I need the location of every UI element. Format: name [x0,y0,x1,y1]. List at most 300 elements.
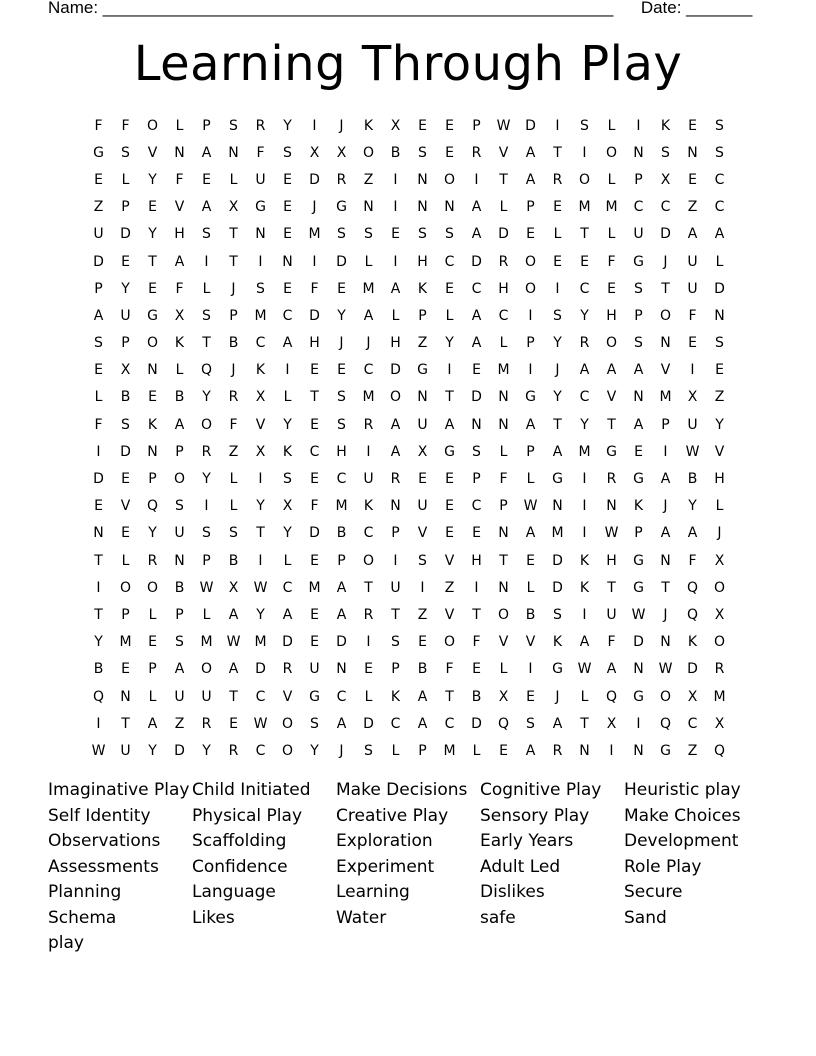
grid-letter: Y [202,389,211,406]
grid-letter: E [580,253,589,270]
grid-letter: A [336,579,347,596]
grid-letter: E [526,226,535,243]
grid-letter: K [633,498,644,515]
grid-letter: P [634,525,643,542]
grid-letter: U [417,416,428,433]
grid-letter: F [229,416,238,433]
grid-letter: S [445,226,454,243]
grid-letter: I [663,443,668,460]
grid-letter: F [310,498,319,515]
grid-letter: Z [687,199,698,216]
word-list-item: Creative Play [336,805,449,826]
grid-letter: P [526,443,535,460]
word-list-item: Confidence [192,856,288,877]
grid-letter: U [390,579,401,596]
grid-letter: T [499,552,508,569]
grid-letter: N [336,661,347,678]
grid-letter: S [391,634,400,651]
grid-letter: F [94,117,103,134]
grid-letter: S [553,307,562,324]
word-list-item: Cognitive Play [480,780,602,800]
grid-letter: N [282,253,293,270]
grid-letter: A [579,634,590,651]
grid-letter: I [312,117,317,134]
grid-letter: K [282,443,293,460]
grid-letter: J [231,362,236,379]
grid-letter: S [229,117,238,134]
grid-letter: O [659,688,672,705]
grid-letter: E [229,715,238,732]
grid-letter: K [147,416,158,433]
grid-letter: I [258,552,263,569]
grid-letter: N [660,634,671,651]
grid-letter: S [418,552,427,569]
grid-letter: O [281,742,294,759]
grid-letter: E [526,688,535,705]
grid-letter: R [255,117,266,134]
grid-letter: J [339,117,344,134]
grid-letter: O [524,253,537,270]
grid-letter: A [660,471,671,488]
grid-letter: L [148,606,157,623]
grid-letter: E [445,144,454,161]
grid-letter: P [499,498,508,515]
grid-letter: V [714,443,725,460]
grid-letter: M [308,226,321,243]
grid-letter: D [363,715,374,732]
word-list-item: Role Play [624,856,702,877]
grid-letter: A [471,199,482,216]
grid-letter: O [524,280,537,297]
grid-letter: S [283,471,292,488]
grid-letter: P [202,552,211,569]
grid-letter: N [147,362,158,379]
grid-letter: O [281,715,294,732]
grid-letter: S [661,144,670,161]
grid-letter: E [121,471,130,488]
grid-letter: Q [92,688,105,705]
grid-letter: B [120,389,131,406]
grid-letter: R [282,661,293,678]
grid-letter: I [285,362,290,379]
grid-letter: U [120,742,131,759]
grid-letter: I [555,117,560,134]
grid-letter: Z [363,171,374,188]
grid-letter: M [119,634,132,651]
grid-letter: Z [93,199,104,216]
grid-letter: N [498,579,509,596]
grid-letter: V [660,362,671,379]
grid-letter: X [417,443,428,460]
grid-letter: P [175,443,184,460]
grid-letter: E [472,362,481,379]
grid-letter: A [525,171,536,188]
grid-letter: N [633,742,644,759]
grid-letter: W [253,579,268,596]
grid-letter: L [202,280,211,297]
grid-letter: E [634,443,643,460]
grid-letter: E [418,634,427,651]
grid-letter: U [687,280,698,297]
grid-letter: Y [283,416,292,433]
grid-letter: K [579,579,590,596]
grid-letter: G [633,579,644,596]
grid-letter: B [174,389,185,406]
grid-letter: Y [256,606,265,623]
grid-letter: W [226,634,241,651]
grid-letter: E [121,525,130,542]
grid-letter: A [525,525,536,542]
grid-letter: A [633,416,644,433]
grid-letter: P [121,606,130,623]
grid-letter: S [715,117,724,134]
grid-letter: K [417,280,428,297]
grid-letter: A [714,226,725,243]
letter-grid [85,112,733,765]
grid-letter: I [474,579,479,596]
grid-letter: Y [202,471,211,488]
grid-letter: U [201,688,212,705]
grid-letter: U [417,498,428,515]
grid-letter: P [121,335,130,352]
grid-letter: T [121,715,130,732]
grid-letter: I [474,171,479,188]
grid-letter: H [336,443,347,460]
grid-letter: I [690,362,695,379]
grid-letter: K [255,362,266,379]
grid-letter: O [443,171,456,188]
grid-letter: Y [148,525,157,542]
grid-letter: E [688,117,697,134]
grid-letter: T [229,688,238,705]
grid-letter: W [496,117,511,134]
grid-letter: C [390,715,401,732]
grid-letter: E [94,171,103,188]
grid-letter: T [607,579,616,596]
grid-letter: R [363,416,374,433]
grid-letter: E [472,661,481,678]
grid-letter: T [553,144,562,161]
grid-letter: I [393,253,398,270]
grid-letter: W [199,579,214,596]
grid-letter: A [390,443,401,460]
grid-letter: B [390,144,401,161]
grid-letter: P [418,742,427,759]
grid-letter: X [660,171,671,188]
grid-letter: Z [174,715,185,732]
grid-letter: T [607,416,616,433]
grid-letter: Y [148,171,157,188]
grid-letter: S [121,416,130,433]
grid-letter: D [120,226,131,243]
grid-letter: N [417,389,428,406]
grid-letter: S [472,443,481,460]
grid-letter: M [497,362,510,379]
name-field-label: Name: ______________________________________________________ [48,0,614,17]
grid-letter: O [146,335,159,352]
grid-letter: I [582,606,587,623]
grid-letter: I [393,199,398,216]
grid-letter: R [201,443,212,460]
grid-letter: T [94,552,103,569]
grid-letter: A [201,199,212,216]
grid-letter: N [93,525,104,542]
grid-letter: H [498,280,509,297]
grid-letter: Y [256,498,265,515]
grid-letter: S [715,335,724,352]
grid-letter: G [606,443,617,460]
grid-letter: X [714,552,725,569]
grid-letter: A [201,144,212,161]
grid-letter: G [633,471,644,488]
grid-letter: I [609,742,614,759]
word-list-item: Child Initiated [192,780,311,800]
grid-letter: E [391,226,400,243]
grid-letter: T [661,579,670,596]
grid-letter: N [147,443,158,460]
grid-letter: Y [715,416,724,433]
grid-letter: U [606,606,617,623]
grid-letter: X [174,307,185,324]
grid-letter: Z [417,606,428,623]
grid-letter: O [389,389,402,406]
grid-letter: A [174,253,185,270]
grid-letter: N [714,307,725,324]
grid-letter: S [229,525,238,542]
grid-letter: U [687,253,698,270]
grid-letter: R [579,335,590,352]
grid-letter: L [607,117,616,134]
grid-letter: E [715,362,724,379]
grid-letter: E [553,253,562,270]
grid-letter: I [258,253,263,270]
grid-letter: Q [659,715,672,732]
grid-letter: K [552,634,563,651]
grid-letter: R [336,171,347,188]
grid-letter: A [606,362,617,379]
grid-letter: P [121,199,130,216]
grid-letter: V [498,144,509,161]
grid-letter: M [362,280,375,297]
grid-letter: C [444,715,455,732]
grid-letter: D [309,171,320,188]
grid-letter: O [146,117,159,134]
grid-letter: V [417,525,428,542]
grid-letter: J [339,742,344,759]
grid-letter: S [202,525,211,542]
grid-letter: R [228,742,239,759]
grid-letter: V [120,498,131,515]
grid-letter: A [687,525,698,542]
grid-letter: E [283,226,292,243]
grid-letter: A [471,307,482,324]
grid-letter: X [228,199,239,216]
grid-letter: X [309,144,320,161]
grid-letter: O [659,307,672,324]
grid-letter: J [366,335,371,352]
grid-letter: B [525,606,536,623]
grid-letter: X [282,498,293,515]
grid-letter: C [363,525,374,542]
grid-letter: P [472,471,481,488]
grid-letter: C [714,171,725,188]
grid-letter: I [447,362,452,379]
grid-letter: E [121,253,130,270]
grid-letter: A [633,362,644,379]
word-list-item: Exploration [336,831,433,851]
grid-letter: N [660,552,671,569]
grid-letter: G [255,199,266,216]
word-list-item: Scaffolding [192,831,287,851]
grid-letter: H [606,552,617,569]
grid-letter: A [147,715,158,732]
grid-letter: Y [121,280,130,297]
grid-letter: R [228,389,239,406]
grid-letter: Q [713,742,726,759]
page-title: Learning Through Play [133,36,683,92]
grid-letter: E [418,117,427,134]
grid-letter: X [714,715,725,732]
grid-letter: Y [283,525,292,542]
grid-letter: Y [580,307,589,324]
grid-letter: D [255,661,266,678]
grid-letter: D [336,253,347,270]
grid-letter: S [202,307,211,324]
grid-letter: D [309,307,320,324]
grid-letter: V [606,389,617,406]
grid-letter: I [204,498,209,515]
grid-letter: O [362,144,375,161]
grid-letter: L [607,226,616,243]
grid-letter: G [93,144,104,161]
grid-letter: D [687,661,698,678]
grid-letter: D [498,226,509,243]
grid-letter: T [445,688,454,705]
grid-letter: L [229,498,238,515]
grid-letter: V [147,144,158,161]
grid-letter: W [523,498,538,515]
grid-letter: N [579,742,590,759]
grid-letter: L [499,661,508,678]
grid-letter: P [526,199,535,216]
grid-letter: E [445,525,454,542]
word-list-item: Make Choices [624,805,741,826]
grid-letter: U [174,688,185,705]
grid-letter: N [552,498,563,515]
grid-letter: R [606,471,617,488]
grid-letter: F [121,117,130,134]
grid-letter: P [148,471,157,488]
grid-letter: E [310,552,319,569]
grid-letter: E [310,416,319,433]
grid-letter: C [336,471,347,488]
grid-letter: L [445,307,454,324]
grid-letter: M [308,579,321,596]
grid-letter: F [499,471,508,488]
grid-letter: F [256,144,265,161]
grid-letter: N [174,144,185,161]
grid-letter: X [255,443,266,460]
grid-letter: D [174,742,185,759]
grid-letter: S [256,280,265,297]
grid-letter: K [363,117,374,134]
grid-letter: I [528,307,533,324]
grid-letter: L [499,199,508,216]
grid-letter: A [525,416,536,433]
grid-letter: S [202,226,211,243]
grid-letter: F [607,253,616,270]
grid-letter: L [526,471,535,488]
grid-letter: Y [688,498,697,515]
word-list-item: Physical Play [192,805,303,826]
grid-letter: V [444,552,455,569]
grid-letter: I [96,715,101,732]
grid-letter: N [255,226,266,243]
word-list-item: safe [480,907,516,928]
grid-letter: Y [310,742,319,759]
grid-letter: A [552,443,563,460]
word-list-item: play [48,933,84,953]
grid-letter: I [312,253,317,270]
grid-letter: Q [605,688,618,705]
grid-letter: M [200,634,213,651]
word-list-item: Experiment [336,856,435,877]
word-list-item: Schema [48,907,117,928]
grid-letter: E [121,661,130,678]
grid-letter: I [96,443,101,460]
grid-letter: B [471,688,482,705]
grid-letter: T [94,606,103,623]
grid-letter: O [173,471,186,488]
grid-letter: M [578,443,591,460]
grid-letter: A [444,416,455,433]
grid-letter: O [578,171,591,188]
grid-letter: P [526,335,535,352]
grid-letter: L [121,552,130,569]
grid-letter: D [471,389,482,406]
grid-letter: O [146,579,159,596]
grid-letter: N [444,199,455,216]
grid-letter: L [283,389,292,406]
word-list-item: Development [624,831,739,851]
grid-letter: Z [687,742,698,759]
grid-letter: C [579,280,590,297]
word-list-item: Learning [336,882,410,902]
grid-letter: T [229,253,238,270]
grid-letter: A [471,226,482,243]
grid-letter: T [445,389,454,406]
grid-letter: T [661,280,670,297]
grid-letter: P [391,661,400,678]
grid-letter: S [283,144,292,161]
word-list-item: Language [192,882,276,902]
grid-letter: F [472,634,481,651]
grid-letter: P [418,307,427,324]
grid-letter: A [417,715,428,732]
grid-letter: A [417,688,428,705]
grid-letter: X [714,606,725,623]
grid-letter: S [175,498,184,515]
word-list-item: Make Decisions [336,780,468,800]
grid-letter: E [148,199,157,216]
grid-letter: G [633,688,644,705]
grid-letter: T [256,525,265,542]
word-list-item: Early Years [480,831,574,851]
grid-letter: T [580,226,589,243]
grid-letter: E [310,606,319,623]
grid-letter: F [175,280,184,297]
word-list-item: Adult Led [480,856,561,877]
